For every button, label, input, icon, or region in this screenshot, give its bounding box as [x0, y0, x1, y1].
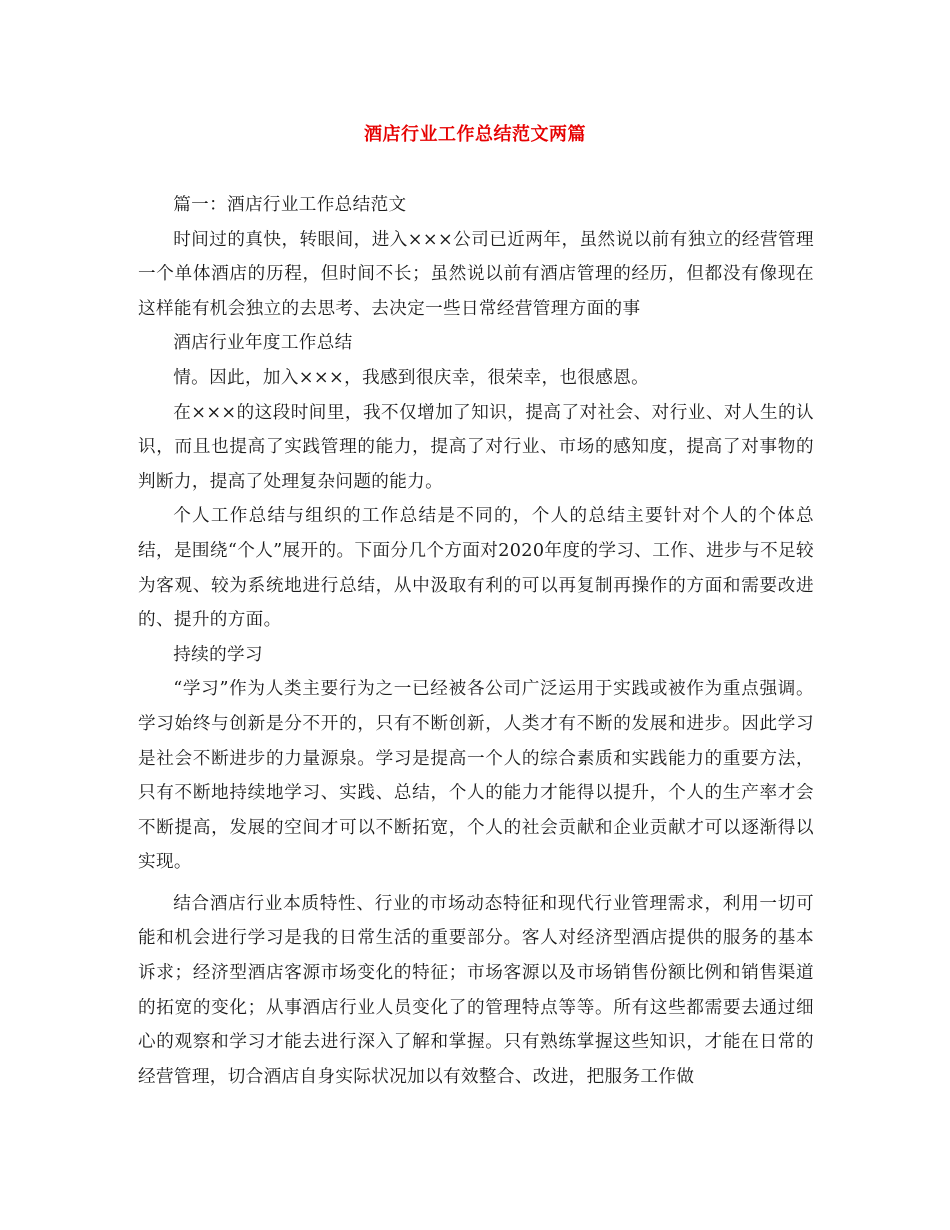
- document-body: [138, 188, 814, 1094]
- paragraph-annual-summary-heading: 酒店行业年度工作总结: [173, 333, 353, 354]
- paragraph-gratitude: 情。因此，加入×××，我感到很庆幸，很荣幸，也很感恩。: [173, 367, 650, 388]
- paragraph-industry-learning: 结合酒店行业本质特性、行业的市场动态特征和现代行业管理需求，利用一切可能和机会进行学习是我的日常生活的重要部分。客人对经济型酒店提供的服务的基本诉求；经济型酒店客源市场变化的特征；市场客源以及市场销售份额比例和销售渠道的拓宽的变化；从事酒店行业人员变化了的管理特点等等。所有这些都需要去通过细心的观察和学习才能去进行深入了解和掌握。只有熟练掌握这些知识，才能在日常的经营管理，切合酒店自身实际状况加以有效整合、改进，把服务工作做: [138, 893, 814, 1087]
- document-title: 酒店行业工作总结范文两篇: [364, 124, 586, 145]
- paragraph-growth: 在×××的这段时间里，我不仅增加了知识，提高了对社会、对行业、对人生的认识，而且也提高了实践管理的能力，提高了对行业、市场的感知度，提高了对事物的判断力，提高了处理复杂问题的能力。: [138, 402, 814, 492]
- paragraph-learning-heading: 持续的学习: [173, 644, 263, 665]
- paragraph-intro: 时间过的真快，转眼间，进入×××公司已近两年，虽然说以前有独立的经营管理一个单体酒店的历程，但时间不长；虽然说以前有酒店管理的经历，但都没有像现在这样能有机会独立的去思考、去决定一些日常经营管理方面的事: [138, 229, 814, 319]
- paragraph-learning: “学习”作为人类主要行为之一已经被各公司广泛运用于实践或被作为重点强调。学习始终与创新是分不开的，只有不断创新，人类才有不断的发展和进步。因此学习是社会不断进步的力量源泉。学习是提高一个人的综合素质和实践能力的重要方法，只有不断地持续地学习、实践、总结，个人的能力才能得以提升，个人的生产率才会不断提高，发展的空间才可以不断拓宽，个人的社会贡献和企业贡献才可以逐渐得以实现。: [138, 679, 814, 873]
- paragraph-personal-summary: 个人工作总结与组织的工作总结是不同的，个人的总结主要针对个人的个体总结，是围绕“个人”展开的。下面分几个方面对2020年度的学习、工作、进步与不足较为客观、较为系统地进行总结，从中汲取有利的可以再复制再操作的方面和需要改进的、提升的方面。: [138, 506, 814, 631]
- paragraph-part-one-heading: 篇一：酒店行业工作总结范文: [173, 195, 407, 215]
